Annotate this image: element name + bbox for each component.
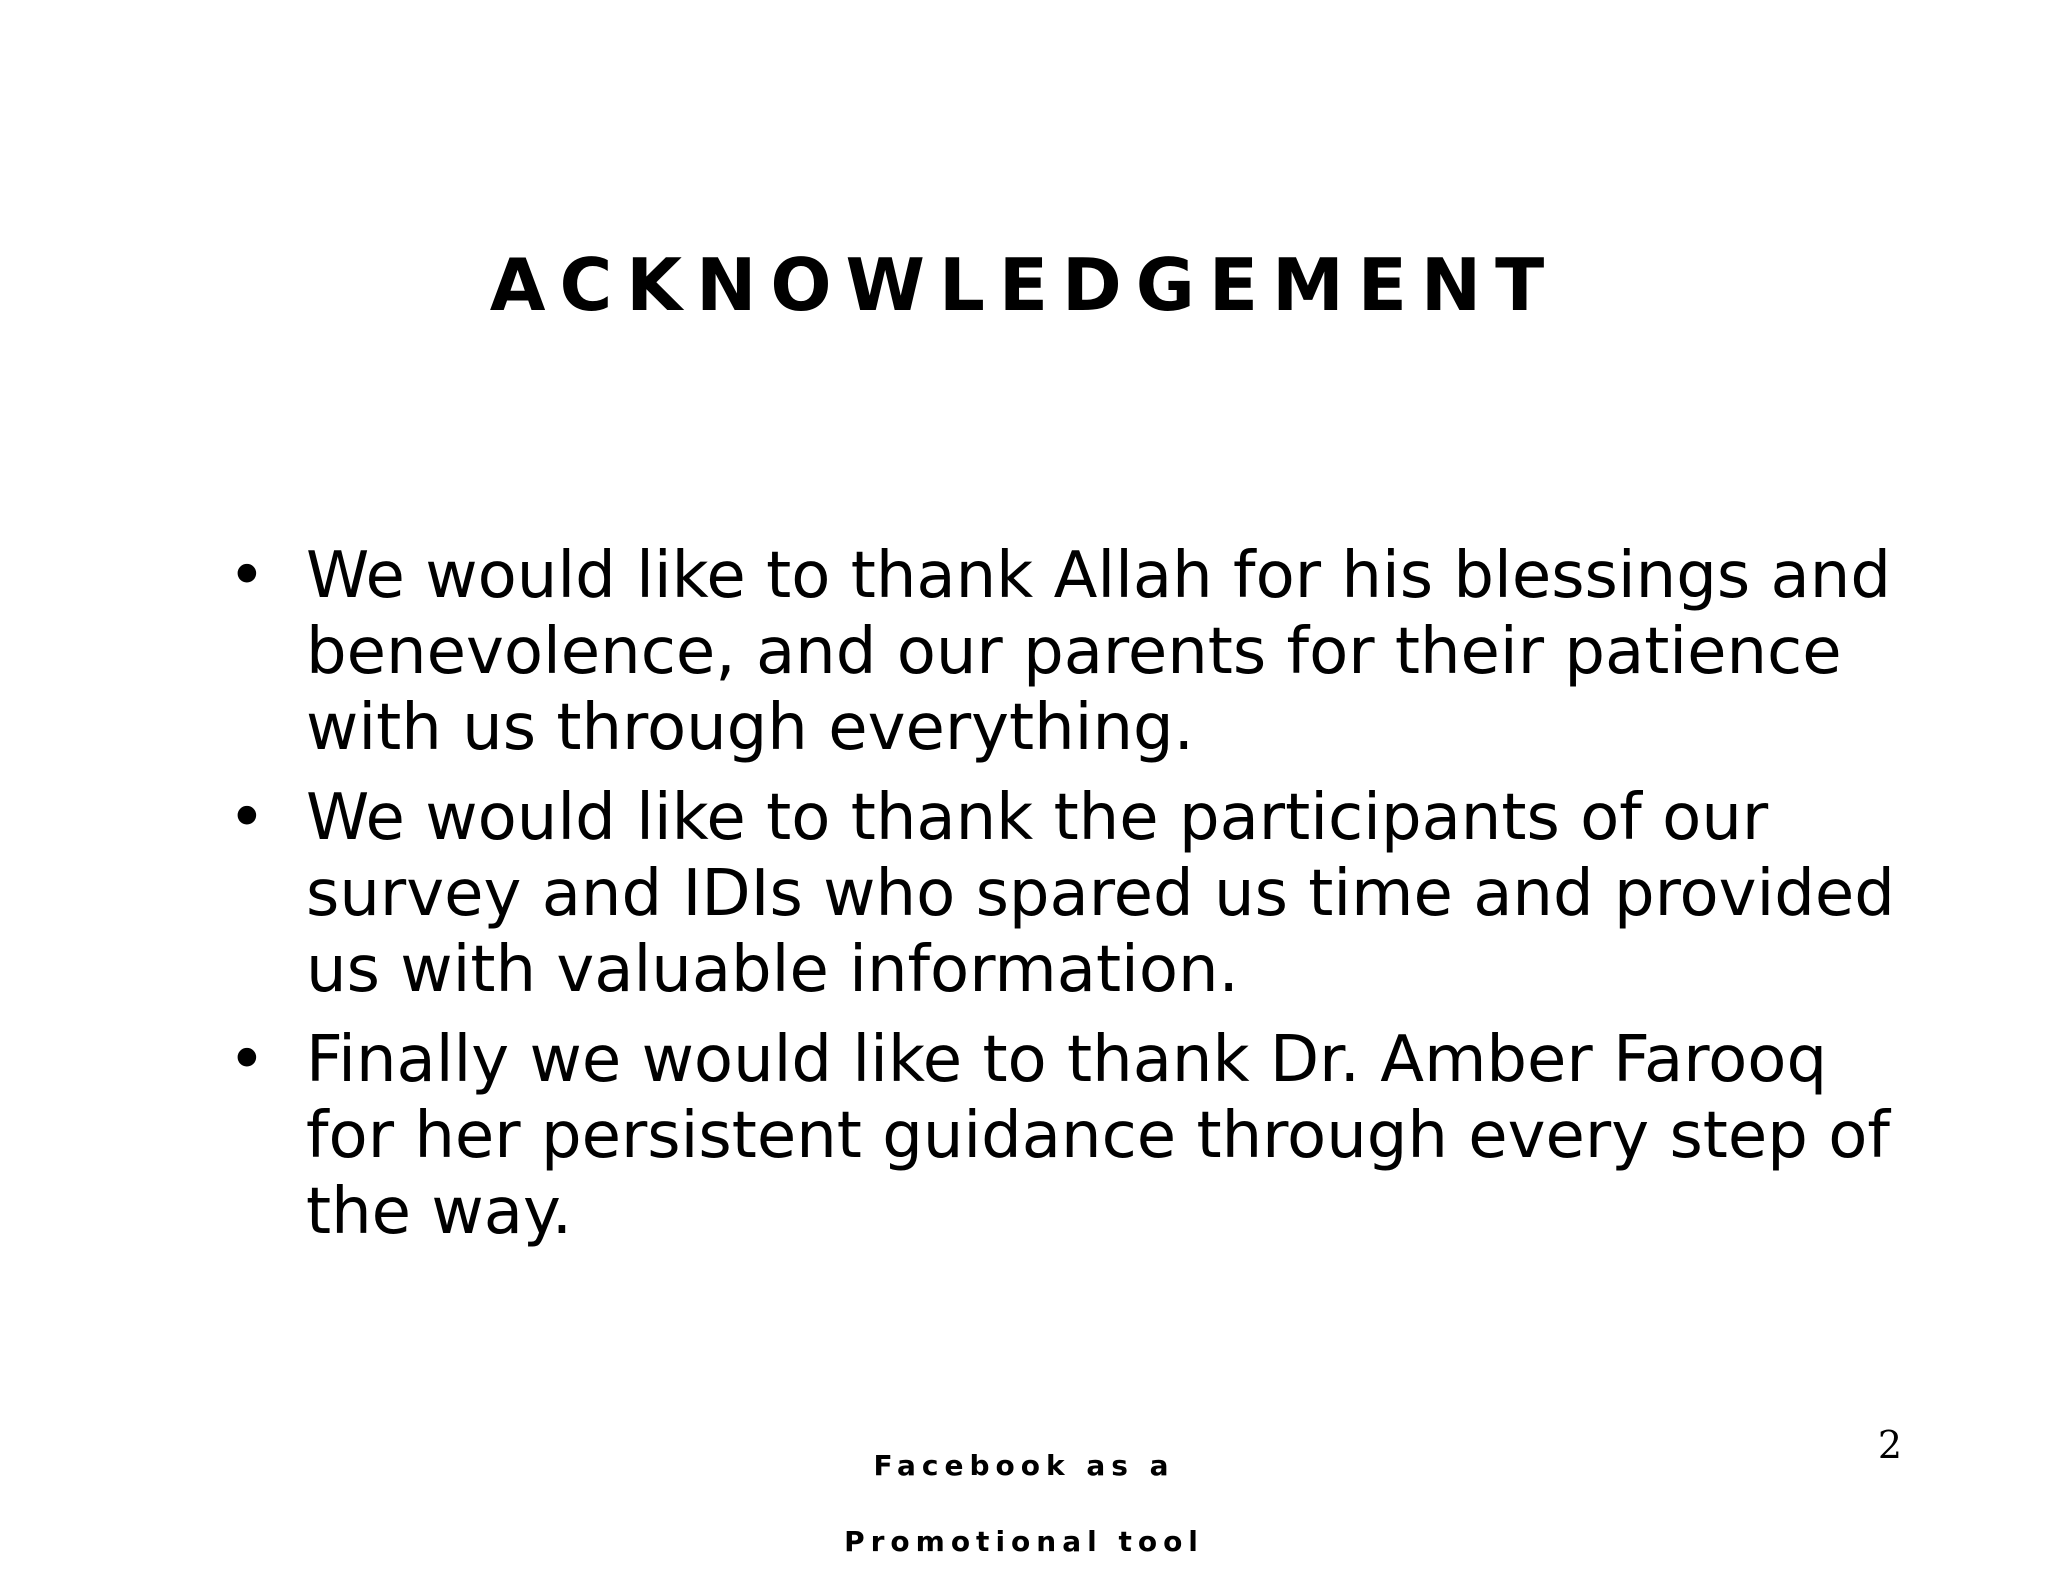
- bullet-dot-icon: •: [228, 1023, 266, 1097]
- page-number: 2: [1877, 1423, 1903, 1467]
- slide-title: ACKNOWLEDGEMENT: [489, 243, 1559, 327]
- bullet-dot-icon: •: [228, 781, 266, 855]
- bullet-text: We would like to thank the participants of our survey and IDIs who spared us time and provided us with valuable information.: [306, 781, 1895, 1007]
- bullet-list: [228, 538, 1908, 1264]
- bullet-text: Finally we would like to thank Dr. Amber Farooq for her persistent guidance through every step of the way.: [306, 1023, 1890, 1249]
- bullet-item: [228, 780, 1908, 1008]
- bullet-item: [228, 538, 1908, 766]
- bullet-item: [228, 1022, 1908, 1250]
- bullet-dot-icon: •: [228, 539, 266, 613]
- footer-line-1: Facebook as a: [873, 1449, 1175, 1482]
- slide-footer: [0, 1428, 2048, 1580]
- footer-line-2: Promotional tool: [844, 1525, 1204, 1558]
- bullet-text: We would like to thank Allah for his blessings and benevolence, and our parents for their patience with us through everything.: [306, 539, 1891, 765]
